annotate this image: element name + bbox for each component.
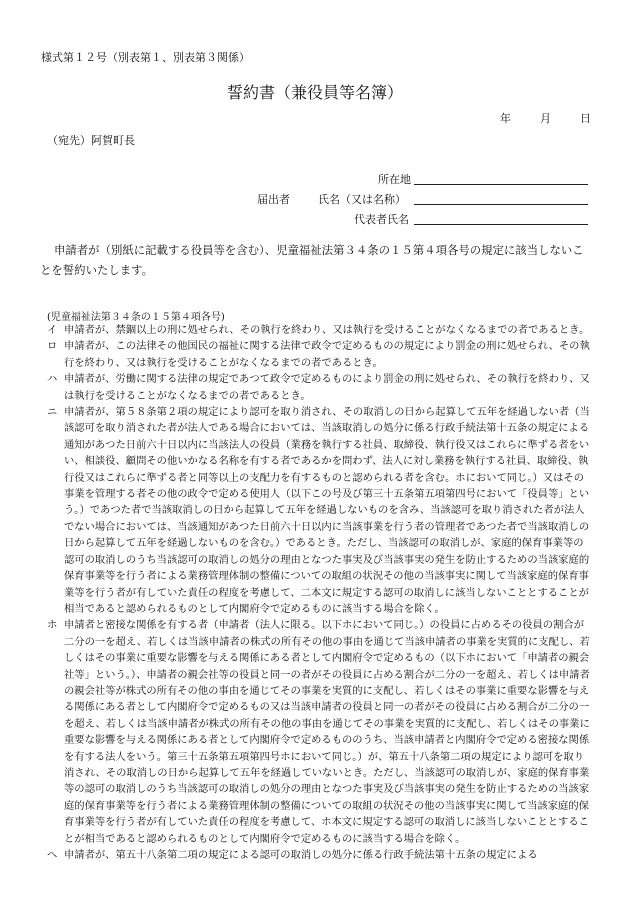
declaration-text bbox=[40, 240, 590, 280]
list-item bbox=[47, 847, 592, 863]
list-item bbox=[47, 371, 592, 404]
item-mark: イ bbox=[47, 324, 58, 336]
addressee: （宛先）阿賀町長 bbox=[47, 134, 135, 147]
form-number: 様式第１２号（別表第１、別表第３関係） bbox=[41, 51, 250, 64]
item-mark: へ bbox=[47, 849, 58, 861]
list-item bbox=[47, 322, 592, 338]
list-item bbox=[47, 617, 592, 847]
item-mark: ロ bbox=[47, 340, 58, 353]
date-month-label: 月 bbox=[540, 112, 551, 125]
address-label: 所在地 bbox=[378, 173, 411, 186]
representative-field-line[interactable] bbox=[414, 224, 588, 225]
name-field-line[interactable] bbox=[414, 204, 588, 205]
law-heading: (児童福祉法第３４条の１５第４項各号) bbox=[47, 312, 225, 323]
item-mark: ホ bbox=[47, 619, 58, 632]
date-day-label: 日 bbox=[580, 112, 591, 125]
declaration-body: 申請者が（別紙に記載する役員等を含む）、児童福祉法第３４条の１５第４項各号の規定に該当しないことを誓約いたします。 bbox=[40, 243, 584, 277]
item-text: 申請者が、労働に関する法律の規定であつて政令で定めるものにより罰金の刑に処せられ、その執行を終わり、又は執行を受けることがなくなるまでの者であるとき。 bbox=[64, 373, 590, 402]
address-field-line[interactable] bbox=[414, 184, 588, 185]
document-title: 誓約書（兼役員等名簿） bbox=[226, 83, 403, 102]
item-text: 申請者が、第五十八条第二項の規定による認可の取消しの処分に係る行政手続法第十五条の規定による bbox=[64, 849, 538, 861]
item-text: 申請者が、禁錮以上の刑に処せられ、その執行を終わり、又は執行を受けることがなくなるまでの者であるとき。 bbox=[64, 324, 590, 336]
date-line bbox=[500, 110, 591, 126]
list-item bbox=[47, 404, 592, 617]
list-item bbox=[47, 338, 592, 371]
item-text: 申請者と密接な関係を有する者（申請者（法人に限る。以下ホにおいて同じ。）の役員に占めるその役員の割合が二分の一を超え、若しくは当該申請者の株式の所有その他の事由を通じて当該申請者の事業を実質的に支配し、若しくはその事業に重要な影響を与える関係にある者として内閣府令で定めるもの（以下ホにおいて「申請者の親会社等」という。）、申請者の親会社等の役員と同一の者がその役員に占める割合が二分の一を超え、若しくは申請者の親会社等が株式の所有その他の事由を通じてその事業を実質的に支配し、若しくはその事業に重要な影響を与える関係にある者として内閣府令で定めるもの又は当該申請者の役員と同一の者がその役員に占める割合が二分の一を超え、若しくは当該申請者が株式の所有その他の事由を通じてその事業を実質的に支配し、若しくはその事業に重要な影響を与える関係にある者として内閣府令で定めるもののうち、当該申請者と内閣府令で定める密接な関係を有する法人をいう。第三十五条第五項第四号ホにおいて同じ。）が、第五十八条第二項の規定により認可を取り消され、その取消しの日から起算して五年を経過していないとき。ただし、当該認可の取消しが、家庭的保育事業等の認可の取消しのうち当該認可の取消しの処分の理由となつた事実及び当該事実の発生を防止するための当該家庭的保育事業等を行う者による業務管理体制の整備についての取組の状況その他の当該事実に関して当該家庭的保育事業等を行う者が有していた責任の程度を考慮して、ホ本文に規定する認可の取消しに該当しないこととすることが相当であると認められるものとして内閣府令で定めるものに該当する場合を除く。 bbox=[64, 619, 590, 845]
item-mark: ニ bbox=[47, 406, 58, 419]
provision-list bbox=[47, 322, 592, 863]
representative-label: 代表者氏名 bbox=[354, 213, 409, 226]
item-text: 申請者が、第５８条第２項の規定により認可を取り消され、その取消しの日から起算して五年を経過しない者（当該認可を取り消された者が法人である場合においては、当該取消しの処分に係る行政手続法第十五条の規定による通知があつた日前六十日以内に当該法人の役員（業務を執行する社員、取締役、執行役又はこれらに準ずる者をいい、相談役、顧問その他いかなる名称を有する者であるかを問わず、法人に対し業務を執行する社員、取締役、執行役又はこれらに準ずる者と同等以上の支配力を有するものと認められる者を含む。ホにおいて同じ。）又はその事業を管理する者その他の政令で定める使用人（以下この号及び第三十五条第五項第四号において「役員等」という。）であつた者で当該取消しの日から起算して五年を経過しないものを含み、当該認可を取り消された者が法人でない場合においては、当該通知があつた日前六十日以内に当該事業を行う者の管理者であつた者で当該取消しの日から起算して五年を経過しないものを含む。）であるとき。ただし、当該認可の取消しが、家庭的保育事業等の認可の取消しのうち当該認可の取消しの処分の理由となつた事実及び当該事実の発生を防止するための当該家庭的保育事業等を行う者による業務管理体制の整備についての取組の状況その他の当該事実に関して当該家庭的保育事業等を行う者が有していた責任の程度を考慮して、二本文に規定する認可の取消しに該当しないこととすることが相当であると認められるものとして内閣府令で定めるものに該当する場合を除く。 bbox=[64, 406, 590, 615]
item-mark: ハ bbox=[47, 373, 58, 386]
name-label: 氏名（又は名称） bbox=[318, 193, 406, 206]
date-year-label: 年 bbox=[500, 112, 511, 125]
applicant-role-label: 届出者 bbox=[257, 193, 290, 206]
item-text: 申請者が、この法律その他国民の福祉に関する法律で政令で定めるものの規定により罰金の刑に処せられ、その執行を終わり、又は執行を受けることがなくなるまでの者であるとき。 bbox=[64, 340, 590, 369]
